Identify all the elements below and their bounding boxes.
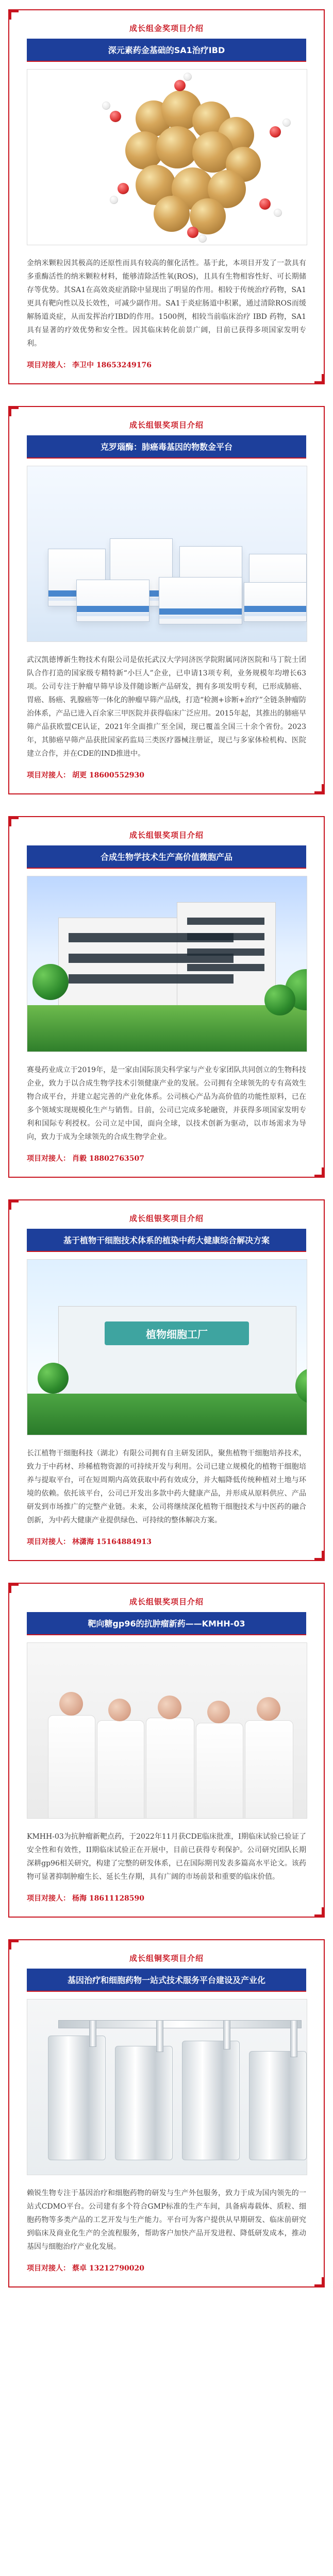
plant-factory-image	[27, 1259, 307, 1435]
contact-value: 李卫中 18653249176	[72, 361, 152, 369]
project-description: 赖锐生物专注于基因治疗和细胞药物的研发与生产外包服务，致力于成为国内领先的一站式CDMO平台。公司建有多个符合GMP标准的生产车间，具备病毒载体、质粒、细胞药物等多类产品的工艺开发与生产能力。平台可为客户提供从早期研发、临床前研究到临床及商业化生产的全流程服务，帮助客户加快产品开发进程、降低研发成本，推动基因与细胞治疗产业化发展。	[27, 2189, 306, 2251]
factory-building-image	[27, 876, 307, 1052]
contact-line	[27, 770, 306, 780]
contact-value: 肖毅 18802763507	[72, 1155, 145, 1163]
product-kits-image	[27, 466, 307, 642]
contact-label: 项目对接人：	[27, 1155, 70, 1163]
bioreactor-lab-image	[27, 1999, 307, 2175]
project-banner: 靶向糖gp96的抗肿瘤新药——KMHH-03	[27, 1612, 306, 1634]
contact-label: 项目对接人：	[27, 1538, 70, 1546]
contact-label: 项目对接人：	[27, 771, 70, 779]
project-card-5	[8, 1583, 325, 1918]
contact-line	[27, 360, 306, 370]
project-description: 长江植物干细胞科技（湖北）有限公司拥有自主研发团队，聚焦植物干细胞培养技术，致力于中药材、珍稀植物资源的可持续开发与利用。公司已建立规模化的植物干细胞培养与提取平台，可在短周期内高效获取中药有效成分，并大幅降低传统种植对土地与环境的依赖。依托该平台，公司已开发出多款中药大健康产品，并形成从原料供应、产品研发到市场推广的完整产业链。未来，公司将继续深化植物干细胞技术与中医药的融合创新，为中药大健康产业提供绿色、可持续的整体解决方案。	[27, 1449, 306, 1524]
project-description: KMHH-03为抗肿瘤新靶点药，于2022年11月获CDE临床批准，I期临床试验已验证了安全性和有效性，II期临床试验正在开展中，目前已获得专利保护。公司研究团队长期深耕gp96相关研究，构建了完整的研发体系，已在国际期刊发表多篇高水平论文。该药物可显著抑制肿瘤生长、延长生存期，具有广阔的市场前景和重要的临床价值。	[27, 1833, 306, 1881]
project-card-1	[8, 9, 325, 384]
contact-value: 胡更 18600552930	[72, 771, 145, 779]
project-description: 武汉凯德博新生物技术有限公司是依托武汉大学同济医学院附属同济医院和马丁院士团队合作打造的国家级专精特新“小巨人”企业，已申请13项专利，业务规模年均增长63项。公司专注于肿瘤早筛早诊及伴随诊断产品研发，拥有多项发明专利，已形成肺癌、胃癌、肠癌、乳腺癌等一体化的肿瘤早筛产品线，打造“检测+诊断+治疗”全链条肿瘤防治体系，产品已进入百余家三甲医院并获得临床广泛应用。2015年起，其推出的肺癌早筛产品获欧盟CE认证，2021年全面推广至全国，现已覆盖全国三十余个省份。2023年，其肺癌早筛产品获批国家药监局三类医疗器械注册证，现已与多家体检机构、医院建立合作，并在CDE的IND推进中。	[27, 656, 306, 758]
project-card-4	[8, 1199, 325, 1561]
section-title: 成长组金奖项目介绍	[129, 24, 204, 33]
contact-label: 项目对接人：	[27, 2264, 70, 2273]
project-description: 赛曼药业成立于2019年，是一家由国际顶尖科学家与产业专家团队共同创立的生物科技企业，致力于以合成生物学技术引领健康产业的发展。公司拥有全球领先的专有高效生物合成平台，并建立起完善的产业化体系。公司核心产品为高价值的功能性原料，已在多个领域实现规模化生产与销售。目前，公司已完成多轮融资，并获得多项国家发明专利和国际专利授权。公司立足中国，面向全球，以技术创新为驱动，以市场需求为导向，致力于成为全球领先的合成生物学企业。	[27, 1066, 306, 1141]
section-title: 成长组银奖项目介绍	[129, 831, 204, 840]
section-title: 成长组银奖项目介绍	[129, 420, 204, 430]
factory-sign: 植物细胞工厂	[105, 1321, 249, 1345]
section-title: 成长组银奖项目介绍	[129, 1597, 204, 1606]
project-description: 金纳米颗粒因其极高的还原性而具有较高的催化活性。基于此，本项目开发了一款具有多重酶活性的纳米颗粒材料，能够清除活性氧(ROS)，且具有生物相容性好、可长期储存等优势。其SA1在高效炎症消除中显现出了明显的作用。相较于传统治疗药物，SA1更具有靶向性以及长效性，可减少副作用。SA1于炎症肠道中积累，通过清除ROS而缓解肠道炎症，从而发挥治疗IBD的作用。1500例，相较当前临床治疗 IBD 药物，SA1 具有显著的疗效优势和安全性。因其临床转化前景广阔，目前已获得多项国家发明专利。	[27, 259, 306, 348]
project-banner: 合成生物学技术生产高价值微胞产品	[27, 845, 306, 868]
contact-line	[27, 1153, 306, 1163]
contact-value: 杨海 18611128590	[72, 1894, 145, 1903]
contact-value: 蔡卓 13212790020	[72, 2264, 145, 2273]
project-banner: 基因治疗和细胞药物一站式技术服务平台建设及产业化	[27, 1969, 306, 1991]
contact-label: 项目对接人：	[27, 1894, 70, 1903]
contact-line	[27, 1536, 306, 1547]
project-banner: 克罗瑙酶：肺癌毒基因的物数金平台	[27, 435, 306, 457]
section-title: 成长组铜奖项目介绍	[129, 1954, 204, 1963]
project-card-2	[8, 406, 325, 794]
contact-line	[27, 2263, 306, 2273]
nanoparticle-illustration	[27, 69, 307, 245]
project-card-3	[8, 816, 325, 1178]
section-title: 成长组银奖项目介绍	[129, 1214, 204, 1223]
team-photo	[27, 1642, 307, 1819]
project-banner: 基于植物干细胞技术体系的植染中药大健康综合解决方案	[27, 1229, 306, 1251]
contact-value: 林潇海 15164884913	[72, 1538, 152, 1546]
contact-label: 项目对接人：	[27, 361, 70, 369]
project-card-6	[8, 1939, 325, 2287]
project-banner: 深元素药金基础的SA1治疗IBD	[27, 39, 306, 61]
contact-line	[27, 1893, 306, 1903]
